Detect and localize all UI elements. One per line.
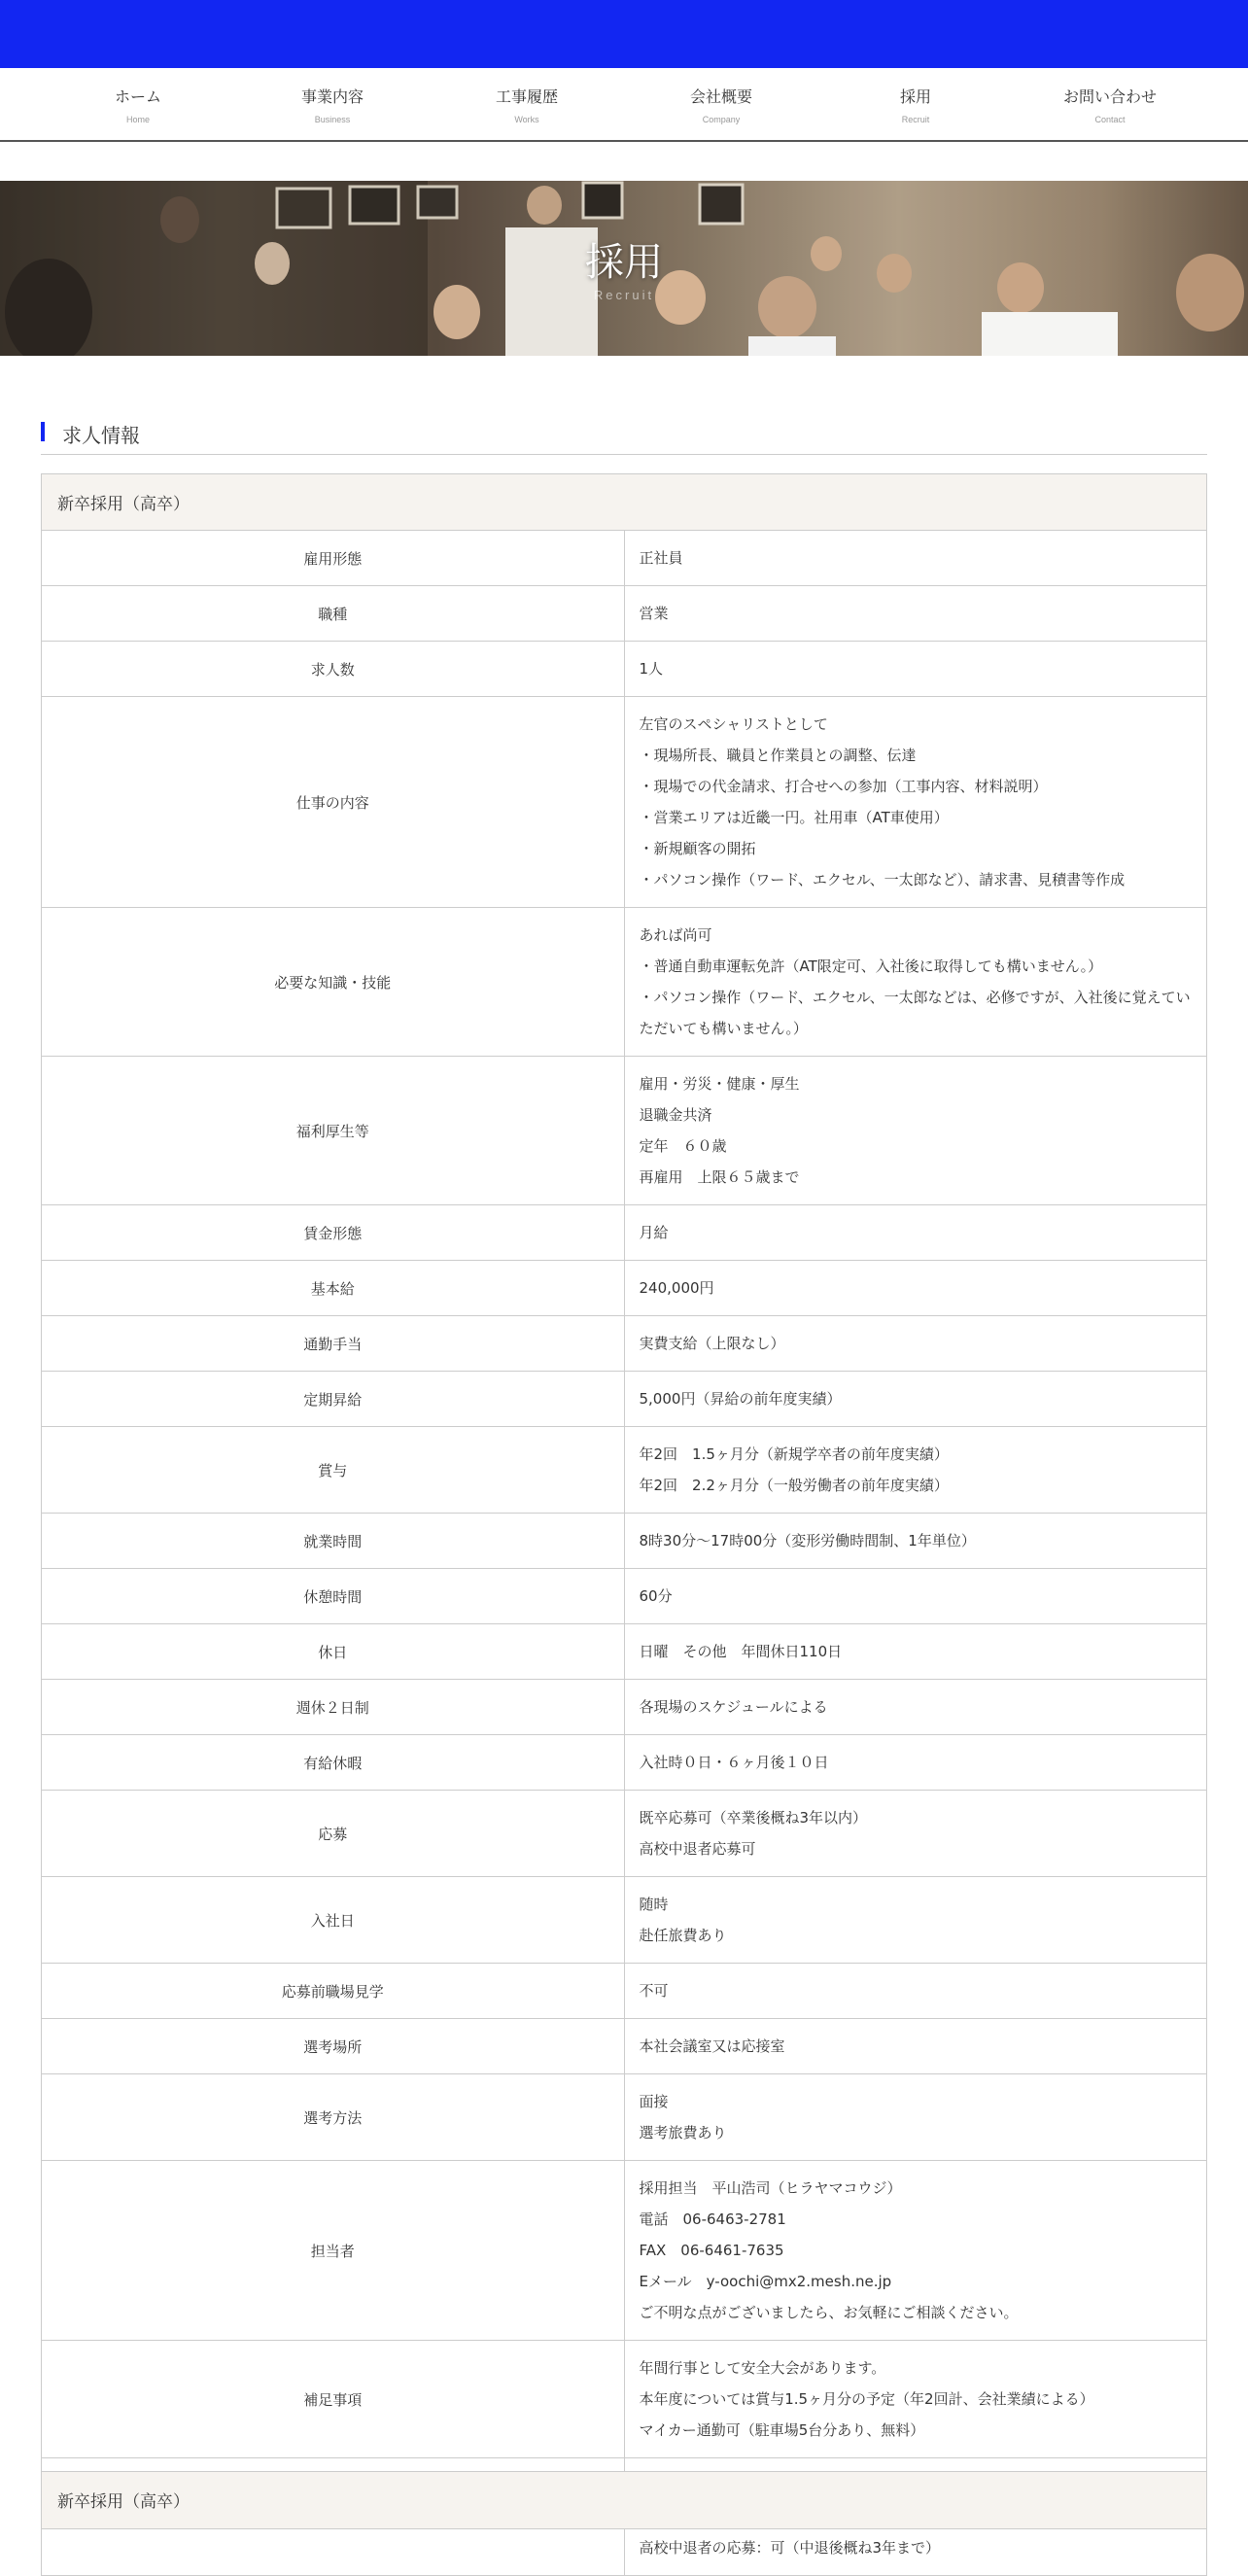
row-value-line: 採用担当 平山浩司（ヒラヤマコウジ） <box>639 2179 902 2197</box>
row-value-line: FAX 06-6461-7635 <box>639 2242 784 2259</box>
table-row <box>42 1372 1207 1427</box>
row-value <box>624 1427 1207 1514</box>
section-heading-text: 求人情報 <box>62 424 140 447</box>
table-row <box>42 1680 1207 1735</box>
row-value-line: 営業 <box>639 605 669 622</box>
nav-item-sublabel: Business <box>314 114 351 124</box>
row-value <box>624 1205 1207 1261</box>
table-row <box>42 642 1207 697</box>
row-value-line: 年2回 1.5ヶ月分（新規学卒者の前年度実績） <box>639 1445 949 1463</box>
row-value-line: 再雇用 上限６５歳まで <box>639 1168 800 1186</box>
row-label: 福利厚生等 <box>42 1057 625 1205</box>
row-value <box>624 1569 1207 1624</box>
row-value-line: 実費支給（上限なし） <box>639 1335 785 1352</box>
row-value <box>624 1791 1207 1877</box>
table-row <box>42 1569 1207 1624</box>
row-label: 入社日 <box>42 1877 625 1964</box>
row-value-line: ・パソコン操作（ワード、エクセル、一太郎などは、必修ですが、入社後に覚えていただいても構いません。） <box>639 989 1191 1037</box>
table-row <box>42 1964 1207 2019</box>
row-value-line: 雇用・労災・健康・厚生 <box>639 1075 800 1093</box>
nav-item-sublabel: Works <box>514 114 539 124</box>
row-value <box>624 908 1207 1057</box>
row-value <box>624 1261 1207 1316</box>
row-value-line: ・現場での代金請求、打合せへの参加（工事内容、材料説明） <box>639 778 1048 795</box>
row-value-line: 60分 <box>639 1587 673 1605</box>
row-value <box>624 697 1207 908</box>
row-value <box>624 642 1207 697</box>
row-value-line: ・新規顧客の開拓 <box>639 840 756 857</box>
row-value <box>624 2341 1207 2458</box>
row-value <box>624 1514 1207 1569</box>
row-label: 休憩時間 <box>42 1569 625 1624</box>
row-value <box>624 1624 1207 1680</box>
row-label: 必要な知識・技能 <box>42 908 625 1057</box>
table-row <box>42 2161 1207 2341</box>
table-row <box>42 1057 1207 1205</box>
nav-item-sublabel: Recruit <box>901 114 930 124</box>
nav-item-label: 採用 <box>899 87 931 106</box>
nav-item-works[interactable] <box>430 68 624 140</box>
row-value-line: 退職金共済 <box>639 1106 712 1124</box>
row-value-line: 左官のスペシャリストとして <box>639 715 828 733</box>
table-row <box>42 1514 1207 1569</box>
table-row <box>42 1877 1207 1964</box>
row-value-line: 月給 <box>639 1224 669 1241</box>
row-value-line: 5,000円（昇給の前年度実績） <box>639 1390 842 1408</box>
row-value-line: 1人 <box>639 660 664 678</box>
table-row <box>42 1624 1207 1680</box>
row-value <box>624 2019 1207 2074</box>
row-value-line: 日曜 その他 年間休日110日 <box>639 1643 843 1660</box>
row-label: 担当者 <box>42 2161 625 2341</box>
heading-accent-bar <box>41 422 45 441</box>
row-label: 賞与 <box>42 1427 625 1514</box>
row-value-line: 正社員 <box>639 549 683 567</box>
nav-item-label: 工事履歴 <box>495 87 558 106</box>
row-value-line: 各現場のスケジュールによる <box>639 1698 828 1716</box>
row-value <box>624 1372 1207 1427</box>
hero-title: 採用 <box>585 240 663 285</box>
job-table-caption: 新卒採用（高卒） <box>42 474 1207 531</box>
row-value <box>624 2074 1207 2161</box>
row-label: 休日 <box>42 1624 625 1680</box>
row-value-line: 高校中退者の応募：可（中退後概ね3年まで） <box>639 2539 941 2557</box>
row-value-line: 240,000円 <box>639 1279 714 1297</box>
job-table-2 <box>41 2471 1207 2529</box>
row-value-line: ・普通自動車運転免許（AT限定可、入社後に取得しても構いません。） <box>639 957 1103 975</box>
nav-item-sublabel: Home <box>125 114 150 124</box>
row-label: 週休２日制 <box>42 1680 625 1735</box>
table-row <box>42 697 1207 908</box>
table-row <box>42 2019 1207 2074</box>
row-value-line: 高校中退者応募可 <box>639 1840 756 1858</box>
row-value-line: あれば尚可 <box>639 926 712 944</box>
row-value-line: ・パソコン操作（ワード、エクセル、一太郎など）、請求書、見積書等作成 <box>639 871 1126 888</box>
row-label: 雇用形態 <box>42 531 625 586</box>
row-label: 仕事の内容 <box>42 697 625 908</box>
hero-banner <box>0 181 1248 356</box>
row-value-line: 本社会議室又は応接室 <box>639 2037 785 2055</box>
row-label: 定期昇給 <box>42 1372 625 1427</box>
row-label: 通勤手当 <box>42 1316 625 1372</box>
row-label: 選考方法 <box>42 2074 625 2161</box>
nav-item-sublabel: Company <box>702 114 741 124</box>
nav-item-label: ホーム <box>114 87 161 106</box>
row-value-line: 定年 ６０歳 <box>639 1137 727 1155</box>
row-label: 職種 <box>42 586 625 642</box>
top-banner <box>0 0 1248 68</box>
job-table-container <box>41 473 1207 2576</box>
nav-item-contact[interactable] <box>1013 68 1207 140</box>
table-row <box>42 1791 1207 1877</box>
nav-item-label: 会社概要 <box>689 87 752 106</box>
row-label: 応募 <box>42 1791 625 1877</box>
row-value <box>624 1680 1207 1735</box>
table-row <box>42 1427 1207 1514</box>
table-row <box>42 908 1207 1057</box>
row-value-line: 年2回 2.2ヶ月分（一般労働者の前年度実績） <box>639 1477 949 1494</box>
row-value <box>624 2161 1207 2341</box>
row-value <box>624 1964 1207 2019</box>
row-value-line: ご不明な点がございましたら、お気軽にご相談ください。 <box>639 2304 1019 2321</box>
row-value-line: 本年度については賞与1.5ヶ月分の予定（年2回計、会社業績による） <box>639 2390 1094 2408</box>
table-row <box>42 2074 1207 2161</box>
row-value-line: 不可 <box>639 1982 669 2000</box>
row-value <box>624 531 1207 586</box>
nav-item-business[interactable] <box>235 68 430 140</box>
row-value <box>624 1735 1207 1791</box>
row-label: 選考場所 <box>42 2019 625 2074</box>
row-value-line: ・営業エリアは近畿一円。社用車（AT車使用） <box>639 809 949 826</box>
table-row <box>42 1261 1207 1316</box>
row-value-line: 既卒応募可（卒業後概ね3年以内） <box>639 1809 868 1827</box>
row-value-line: 面接 <box>639 2093 669 2110</box>
row-value-line: 年間行事として安全大会があります。 <box>639 2359 886 2377</box>
global-nav <box>0 68 1248 142</box>
row-value <box>624 1057 1207 1205</box>
table-row <box>42 586 1207 642</box>
table-row <box>42 1316 1207 1372</box>
nav-item-label: お問い合わせ <box>1062 87 1157 106</box>
row-value-line: 赴任旅費あり <box>639 1927 727 1944</box>
row-value-line: ・現場所長、職員と作業員との調整、伝達 <box>639 747 917 764</box>
hero-subtitle: Recruit <box>593 288 655 302</box>
row-value-line: 随時 <box>639 1896 669 1913</box>
row-label: 基本給 <box>42 1261 625 1316</box>
section-heading <box>41 418 1207 455</box>
row-value <box>624 586 1207 642</box>
row-label: 応募前職場見学 <box>42 1964 625 2019</box>
row-value <box>624 1316 1207 1372</box>
row-value-line: 8時30分～17時00分（変形労働時間制、1年単位） <box>639 1532 976 1549</box>
row-value-line: マイカー通勤可（駐車場5台分あり、無料） <box>639 2421 925 2439</box>
job-table <box>41 473 1207 2576</box>
row-value-line: 入社時０日・６ヶ月後１０日 <box>639 1754 829 1771</box>
table-row <box>42 1205 1207 1261</box>
nav-item-home[interactable] <box>41 68 235 140</box>
nav-item-sublabel: Contact <box>1094 114 1126 124</box>
row-value <box>624 1877 1207 1964</box>
nav-item-company[interactable] <box>624 68 818 140</box>
table-row <box>42 1735 1207 1791</box>
nav-item-recruit[interactable] <box>818 68 1013 140</box>
row-value-line: 選考旅費あり <box>639 2124 727 2141</box>
row-label: 賃金形態 <box>42 1205 625 1261</box>
job-table-2-caption: 新卒採用（高卒） <box>57 2492 190 2512</box>
row-value-line: Eメール y-oochi@mx2.mesh.ne.jp <box>639 2273 892 2290</box>
row-label: 就業時間 <box>42 1514 625 1569</box>
table-row <box>42 2341 1207 2458</box>
row-label: 補足事項 <box>42 2341 625 2458</box>
row-value-line: 電話 06-6463-2781 <box>639 2210 786 2228</box>
table-row <box>42 531 1207 586</box>
row-label: 有給休暇 <box>42 1735 625 1791</box>
row-label: 求人数 <box>42 642 625 697</box>
nav-item-label: 事業内容 <box>300 87 364 106</box>
